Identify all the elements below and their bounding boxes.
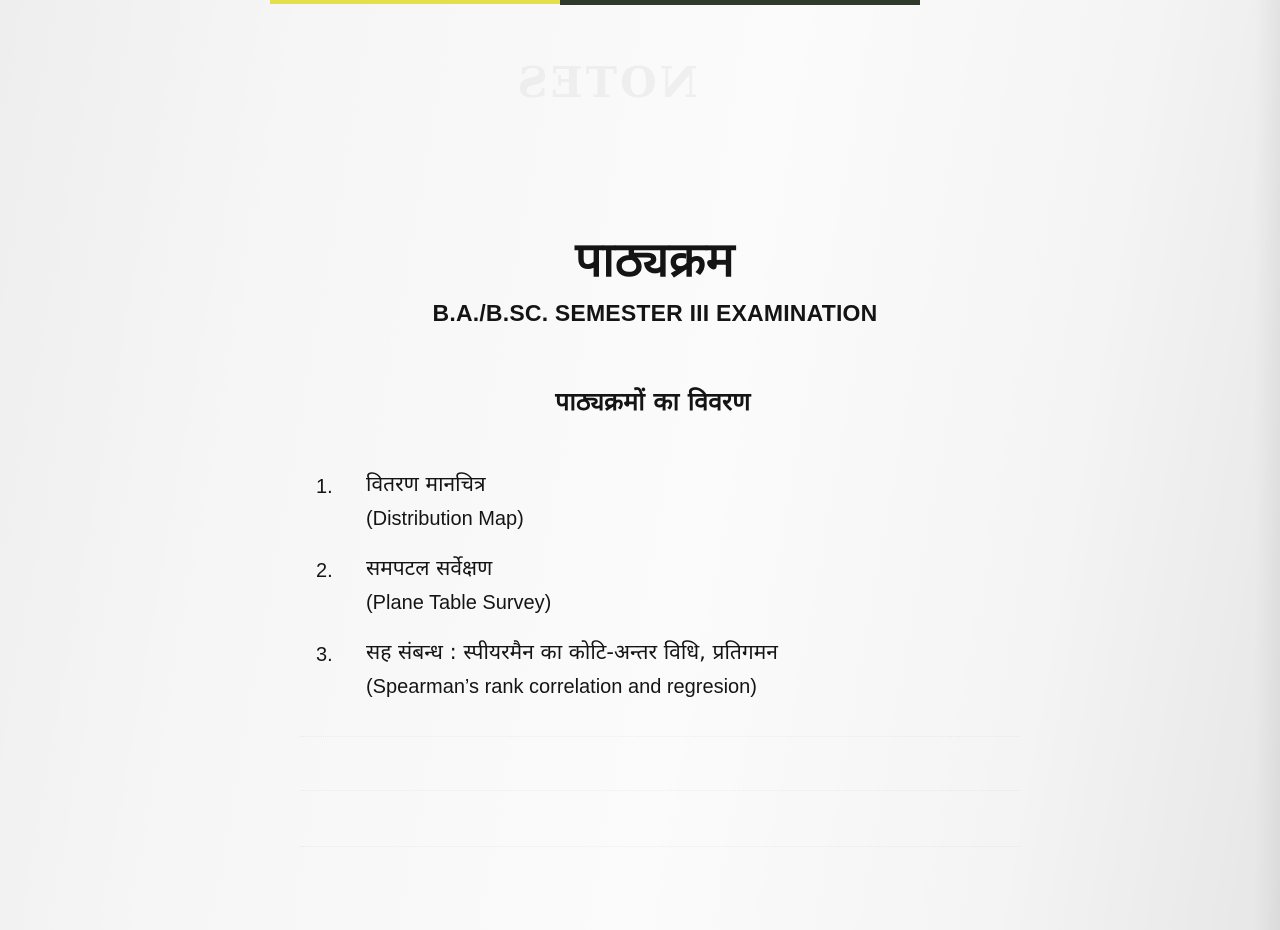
show-through-line (300, 790, 1020, 792)
syllabus-list (316, 470, 956, 722)
item-number: 3. (316, 644, 333, 666)
item-hindi-title: समपटल सर्वेक्षण (366, 556, 493, 580)
item-hindi-title: वितरण मानचित्र (366, 472, 486, 496)
item-english-title: (Plane Table Survey) (366, 592, 552, 614)
page-edge-shadow (560, 0, 920, 5)
page-edge-highlight (270, 0, 560, 4)
syllabus-item-rank-correlation (316, 638, 956, 722)
page-title: पाठ्यक्रम (575, 232, 735, 288)
show-through-text: NOTES (514, 58, 698, 107)
item-hindi-title: सह संबन्ध : स्पीयरमैन का कोटि-अन्तर विधि, प्रतिगमन (366, 640, 778, 664)
syllabus-item-distribution-map (316, 470, 956, 554)
item-number: 1. (316, 476, 333, 498)
page-edge-shading (1254, 0, 1280, 930)
show-through-line (300, 736, 1020, 738)
section-heading: पाठ्यक्रमों का विवरण (555, 387, 751, 416)
show-through-line (300, 846, 1020, 848)
exam-subtitle: B.A./B.SC. SEMESTER III EXAMINATION (432, 300, 878, 326)
item-number: 2. (316, 560, 333, 582)
item-english-title: (Spearman’s rank correlation and regresion) (366, 676, 757, 698)
syllabus-item-plane-table-survey (316, 554, 956, 638)
item-english-title: (Distribution Map) (366, 508, 524, 530)
